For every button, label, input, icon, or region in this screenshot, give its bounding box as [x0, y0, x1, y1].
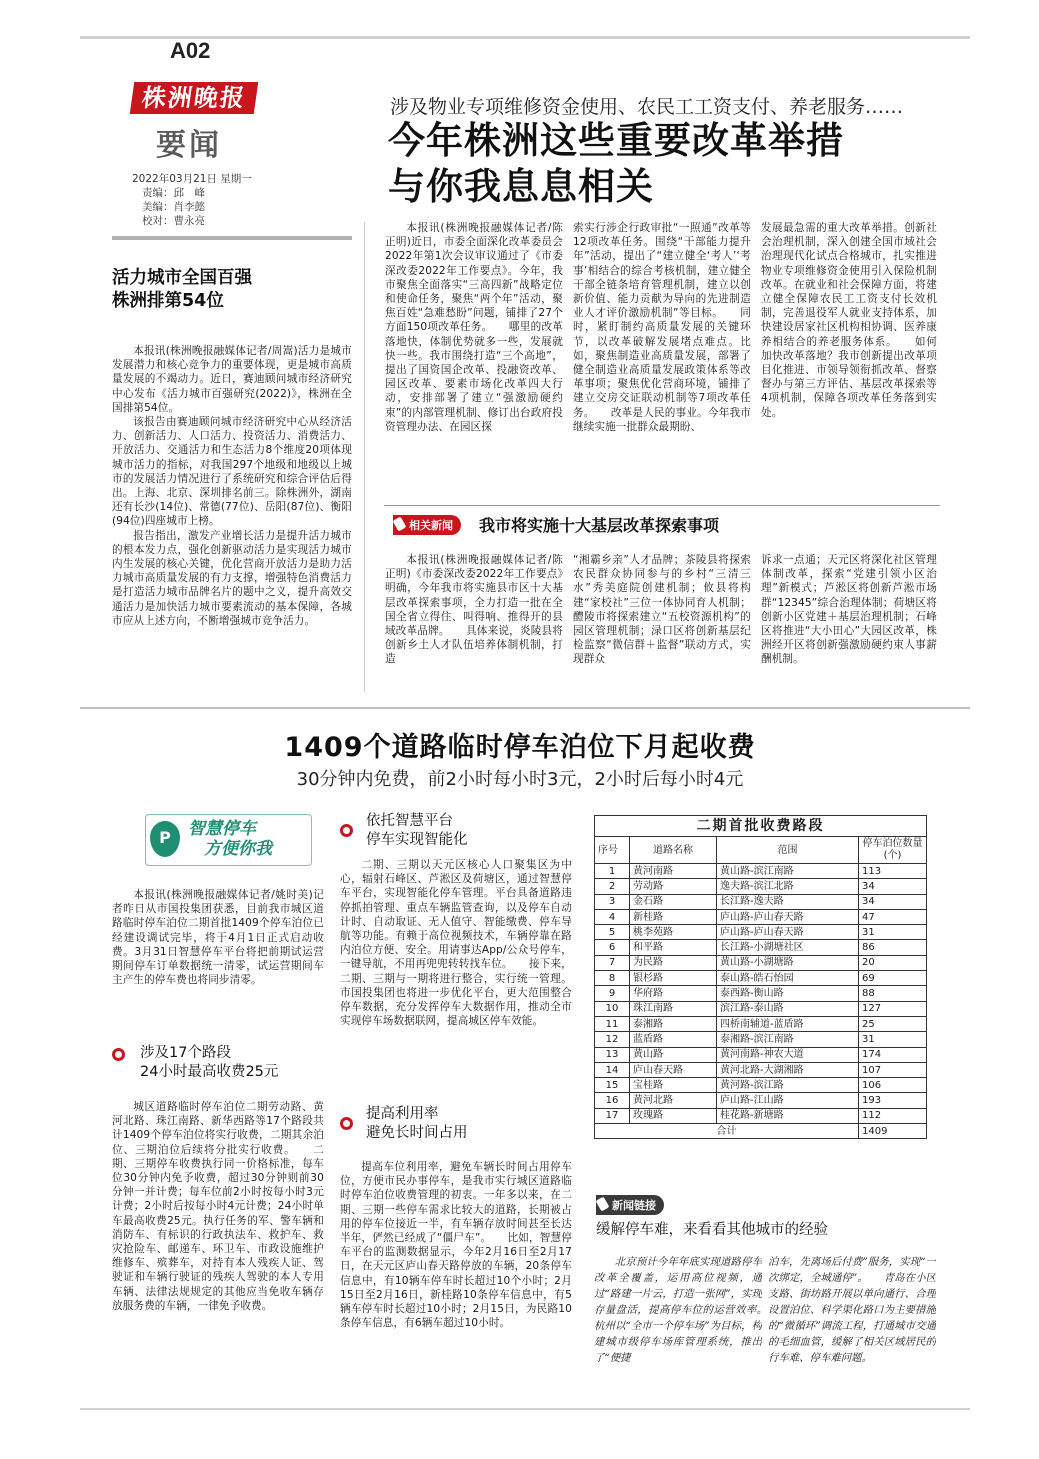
row-range: 泰西路-衡山路 — [717, 986, 859, 1001]
row-road: 黄河北路 — [630, 1093, 717, 1108]
sub1-head — [112, 1044, 324, 1082]
sub1-line2: 24小时最高收费25元 — [140, 1064, 279, 1080]
main-col3: 发展最急需的重大改革举措。创新社会治理机制，深入创建全国市域社会治理现代化试点合格城市，扎实推进物业专项维修资金使用引入保险机制改革。在就业和社会保障方面，将建立健全保障农民工工资支付长效机制，完善退役军人就业支持体系，加快建设居家社区机构相协调、医养康养相结合的养老服务体系。 如何加快改革落地？我市创新提出改革项目化推进、市领导领衔抓改革、督察督办与第三方评估、基层改革探索等4项机制，保障各项改革任务落到实处。 — [761, 222, 937, 419]
side-headline — [112, 267, 352, 313]
side-divider — [364, 222, 365, 692]
table-row — [595, 864, 927, 879]
table-row — [595, 986, 927, 1001]
row-road: 金石路 — [630, 894, 717, 909]
row-road: 宝桂路 — [630, 1078, 717, 1093]
row-range: 泰山路-皓石怡园 — [717, 971, 859, 986]
page-date: 2022年03月21日 星期一 — [132, 173, 252, 185]
row-no: 10 — [595, 1001, 630, 1016]
related-rule — [384, 505, 940, 506]
newslink-headline: 缓解停车难，来看看其他城市的经验 — [596, 1222, 828, 1238]
side-para3: 报告指出，激发产业增长活力是提升活力城市的根本发力点，强化创新驱动活力是实现活力城市内生发展的核心关键，优化营商开放活力是助力活力城市高质量发展的有力支撑，增强特色消费活力是打造活力城市品牌名片的题中之义，提升高效交通活力是加快活力城市要素流动的基本保障，各城市应从上述方向，不断增强城市竞争活力。 — [112, 529, 352, 627]
header-no: 序号 — [595, 837, 630, 864]
sub3-line2: 避免长时间占用 — [366, 1125, 468, 1141]
table-row — [595, 940, 927, 955]
row-range: 庐山路-庐山春天路 — [717, 909, 859, 924]
sub2-body: 二期、三期以天元区核心人口聚集区为中心，辐射石峰区、芦淞区及荷塘区，通过智慧停车平台，实现智能化停车管理。平台具备道路违停抓拍管理、重点车辆监管查询，以及停车自动计时、自动取证、无人值守、智能缴费、停车导航等功能。有赖于高位视频技术，车辆停靠在路内泊位方便、安全。用请事达App/公众号停车，一键导航，不用再兜兜转转找车位。 接下来，二期、三期与一期将进行整合，实行统一管理。市国投集团也将进一步优化平台，更大范围整合停车数据，充分发挥停车大数据作用，推动全市实现停车场数据联网，提高城区停车效能。 — [340, 859, 572, 1028]
page-designer: 美编：肖李懿 — [142, 201, 205, 213]
smart-parking-logo — [145, 814, 312, 866]
table-row — [595, 1108, 927, 1123]
main-headline-line1: 今年株洲这些重要改革举措 — [388, 119, 844, 162]
row-count: 34 — [859, 879, 927, 894]
row-road: 玫瑰路 — [630, 1108, 717, 1123]
side-para2: 该报告由赛迪顾问城市经济研究中心从经济活力、创新活力、人口活力、投资活力、消费活力、开放活力、交通活力和生态活力8个维度20项体现城市活力的指标，对我国297个地级和地级以上城市的发展活力情况进行了系统研究和综合评估后得出。上海、北京、深圳排名前三。除株洲外，湖南还有长沙(14位)、常德(77位)、岳阳(87位)、衡阳(94位)四座城市上榜。 — [112, 416, 352, 528]
row-range: 滨江路-泰山路 — [717, 1001, 859, 1016]
row-road: 银杉路 — [630, 971, 717, 986]
row-no: 6 — [595, 940, 630, 955]
row-road: 泰湘路 — [630, 1016, 717, 1031]
route-table-caption: 二期首批收费路段 — [595, 816, 927, 837]
row-road: 桃李苑路 — [630, 925, 717, 940]
row-no: 3 — [595, 894, 630, 909]
sub1-line1: 涉及17个路段 — [140, 1045, 231, 1061]
table-row — [595, 971, 927, 986]
row-range: 庐山路-江山路 — [717, 1093, 859, 1108]
section-title: 要闻 — [156, 128, 222, 163]
paper-masthead: 株洲晚报 — [130, 82, 258, 114]
newslink-col2: 泊车，先离场后付费”服务，实现“一次绑定，全城通停”。 青岛在小区支路、街坊路开展以单向通行、合理设置泊位、科学渠化路口为主要措施的“微循环”调流工程，打通城市交通的毛细血管，缓解了相关区域居民的行车难、停车难问题。 — [768, 1256, 936, 1364]
row-no: 9 — [595, 986, 630, 1001]
row-road: 黄河南路 — [630, 864, 717, 879]
table-row — [595, 1032, 927, 1047]
row-no: 13 — [595, 1047, 630, 1062]
related-tag-label: 相关新闻 — [393, 515, 461, 535]
table-row — [595, 879, 927, 894]
row-road: 华府路 — [630, 986, 717, 1001]
page-meta — [132, 172, 292, 228]
mid-rule — [80, 707, 970, 709]
row-no: 4 — [595, 909, 630, 924]
total-value: 1409 — [859, 1124, 927, 1139]
row-no: 8 — [595, 971, 630, 986]
related-col2: “湘霸乡亲”人才品牌；茶陵县将探索农民群众协同参与的乡村“三清三水”秀美庭院创建机制；攸县将构建“家校社”三位一体协同育人机制；醴陵市将探索建立“五校资源机构”的园区管理机制；渌口区将创新基层纪检监察“微信群＋监督”联动方式，实现群众 — [573, 554, 751, 666]
side-body — [112, 344, 352, 689]
row-road: 为民路 — [630, 955, 717, 970]
logo-line2: 方便你我 — [204, 839, 272, 859]
bottom-rule — [80, 1408, 970, 1410]
total-label: 合计 — [595, 1124, 859, 1139]
row-no: 17 — [595, 1108, 630, 1123]
sub3-line1: 提高利用率 — [366, 1106, 439, 1122]
parking-pin-icon: P — [150, 821, 180, 857]
row-count: 88 — [859, 986, 927, 1001]
row-count: 127 — [859, 1001, 927, 1016]
row-range: 黄河路-滨江路 — [717, 1078, 859, 1093]
left-top-rule — [112, 236, 352, 240]
main-kicker: 涉及物业专项维修资金使用、农民工工资支付、养老服务…… — [390, 96, 904, 118]
table-row — [595, 1078, 927, 1093]
related-col3: 诉求一点通；天元区将深化社区管理体制改革，探索“党建引领小区治理”新模式；芦淞区将创新芦淞市场群“12345”综合治理体制；荷塘区将创新小区党建＋基层治理机制；石峰区将推进“大小田心”大园区改革，株洲经开区将创新强激励硬约束人事薪酬机制。 — [761, 554, 937, 666]
side-headline-line2: 株洲排第54位 — [112, 291, 224, 311]
sub3-head — [340, 1105, 572, 1143]
header-range: 范围 — [717, 837, 859, 864]
row-range: 逸夫路-滨江北路 — [717, 879, 859, 894]
row-no: 16 — [595, 1093, 630, 1108]
sub1-body: 城区道路临时停车泊位二期劳动路、黄河北路、珠江南路、新华西路等17个路段共计1409个停车泊位将实行收费，二期其余泊位、三期泊位后续将分批实行收费。 二期、三期停车收费执行同一价格标准，每车位30分钟内免予收费，超过30分钟则前30分钟一并计费；每车位前2小时按每小时3元计费；2小时后按每小时4元计费；24小时单车最高收费25元。执行任务的军、警车辆和消防车、有标识的行政执法车、救护车、救灾抢险车、邮递车、环卫车、市政设施维护维修车、殡葬车，对持有本人残疾人证、驾驶证和车辆行驶证的残疾人驾驶的本人专用车辆、法律法规规定的其他应当免收车辆存放服务费的车辆，一律免予收费。 — [112, 1101, 324, 1312]
row-count: 193 — [859, 1093, 927, 1108]
row-no: 14 — [595, 1062, 630, 1077]
row-road: 新桂路 — [630, 909, 717, 924]
row-count: 113 — [859, 864, 927, 879]
row-count: 34 — [859, 894, 927, 909]
sub2-line2: 停车实现智能化 — [366, 832, 468, 848]
related-col1: 本报讯(株洲晚报融媒体记者/陈正明)《市委深改委2022年工作要点》明确，今年我市将实施县市区十大基层改革探索事项，全力打造一批在全国全省立得住、叫得响、推得开的县域改革品牌。 具体来说，炎陵县将创新乡土人才队伍培养体制机制，打造 — [385, 554, 563, 666]
side-para1: 本报讯(株洲晚报融媒体记者/周嵩)活力是城市发展潜力和核心竞争力的重要体现，更是城市高质量发展的不竭动力。近日，赛迪顾问城市经济研究中心发布《活力城市百强研究(2022)》，株洲在全国排第54位。 — [112, 345, 352, 414]
route-table — [594, 815, 927, 1139]
row-count: 69 — [859, 971, 927, 986]
newslink-tag-label: 新闻链接 — [596, 1195, 664, 1215]
table-row — [595, 909, 927, 924]
row-range: 黄山路-滨江南路 — [717, 864, 859, 879]
sub3-circle-icon — [340, 1117, 353, 1130]
row-no: 12 — [595, 1032, 630, 1047]
parking-headline: 1409个道路临时停车泊位下月起收费 — [284, 732, 756, 763]
main-headline-line2: 与你我息息相关 — [388, 165, 654, 208]
row-range: 泰湘路-滨江南路 — [717, 1032, 859, 1047]
row-count: 31 — [859, 1032, 927, 1047]
row-range: 庐山路-庐山春天路 — [717, 925, 859, 940]
row-range: 四桥南辅道-蓝盾路 — [717, 1016, 859, 1031]
main-col1: 本报讯(株洲晚报融媒体记者/陈正明)近日，市委全面深化改革委员会2022年第1次会议审议通过了《市委深改委2022年工作要点》。今年，我市聚焦全面落实“三高四新”战略定位和使命任务，聚焦“两个年”活动，聚焦百姓“急难愁盼”问题，铺排了27个方面150项改革任务。 哪里的改革落地快，体制优势就多一些，发展就快一些。我市围绕打造“三个高地”，提出了国资国企改革、投融资改革、园区改革、要素市场化改革四大行动，安排部署了建立“强激励硬约束”的内部管理机制、修订出台政府投资管理办法、在园区探 — [385, 222, 563, 433]
newslink-col1: 北京预计今年年底实现道路停车改革全覆盖，运用高位视频，通过“路建一片云，打造一张网”，实现存量盘活，提高停车位的运营效率。 杭州以“全市一个停车场”为目标，构建城市级停车场库管理系统，推出了“便捷 — [594, 1256, 762, 1364]
main-headline — [388, 118, 948, 210]
header-road: 道路名称 — [630, 837, 717, 864]
row-road: 蓝盾路 — [630, 1032, 717, 1047]
row-no: 15 — [595, 1078, 630, 1093]
row-no: 1 — [595, 864, 630, 879]
top-rule — [80, 36, 970, 39]
table-row — [595, 894, 927, 909]
sub1-circle-icon — [112, 1048, 125, 1061]
row-no: 7 — [595, 955, 630, 970]
sub3-body: 提高车位利用率，避免车辆长时间占用停车位，方便市民办事停车，是我市实行城区道路临时停车泊位收费管理的初衷。一年多以来，在二期、三期一些停车需求比较大的道路，长期被占用的停车位接近一半，有车辆存放时间甚至长达半年，俨然已经成了“僵尸车”。 比如，智慧停车平台的监测数据显示，今年2月16日至2月17日，在天元区庐山春天路停放的车辆，20条停车信息中，有10辆车停车时长超过10个小时；2月15日至2月16日，新桂路10条停车信息中，有5辆车停车时长超过10小时；2月15日，为民路10条停车信息，有6辆车超过10小时。 — [340, 1161, 572, 1330]
sub2-circle-icon — [340, 824, 353, 837]
row-no: 2 — [595, 879, 630, 894]
row-range: 黄河南路-神农大道 — [717, 1047, 859, 1062]
page-number: A02 — [170, 38, 211, 63]
row-count: 31 — [859, 925, 927, 940]
route-table-body — [595, 864, 927, 1124]
row-road: 黄山路 — [630, 1047, 717, 1062]
newslink-tag — [596, 1195, 664, 1215]
row-road: 劳动路 — [630, 879, 717, 894]
parking-intro: 本报讯(株洲晚报融媒体记者/姚时美)记者昨日从市国投集团获悉，目前我市城区道路临时停车泊位二期首批1409个停车泊位已经建设调试完毕，将于4月1日正式启动收费。3月31日智慧停车平台将把前期试运营期间停车订单数据统一清零，试运营期间车主产生的停车费也将同步清零。 — [112, 889, 324, 987]
row-road: 珠江南路 — [630, 1001, 717, 1016]
row-count: 25 — [859, 1016, 927, 1031]
side-headline-line1: 活力城市全国百强 — [112, 268, 252, 288]
table-row — [595, 1001, 927, 1016]
row-road: 和平路 — [630, 940, 717, 955]
row-count: 112 — [859, 1108, 927, 1123]
parking-subheadline: 30分钟内免费，前2小时每小时3元，2小时后每小时4元 — [296, 769, 744, 790]
page-editor: 责编：邱 峰 — [142, 187, 205, 199]
row-range: 黄河北路-大湖湘路 — [717, 1062, 859, 1077]
table-row — [595, 1093, 927, 1108]
row-count: 174 — [859, 1047, 927, 1062]
row-range: 长江路-逸夫路 — [717, 894, 859, 909]
page-proofreader: 校对：曹永亮 — [142, 215, 205, 227]
sub2-head — [340, 812, 572, 850]
table-row — [595, 1062, 927, 1077]
row-range: 黄山路-小湖塘路 — [717, 955, 859, 970]
row-range: 长江路-小湖塘社区 — [717, 940, 859, 955]
row-count: 47 — [859, 909, 927, 924]
logo-line1: 智慧停车 — [188, 819, 256, 839]
row-count: 107 — [859, 1062, 927, 1077]
row-range: 桂花路-新塘路 — [717, 1108, 859, 1123]
row-count: 106 — [859, 1078, 927, 1093]
table-row — [595, 925, 927, 940]
table-row — [595, 1016, 927, 1031]
sub2-line1: 依托智慧平台 — [366, 813, 453, 829]
header-count: 停车泊位数量(个) — [859, 837, 927, 864]
related-tag — [393, 513, 719, 536]
row-no: 5 — [595, 925, 630, 940]
row-no: 11 — [595, 1016, 630, 1031]
row-count: 20 — [859, 955, 927, 970]
row-road: 庐山春天路 — [630, 1062, 717, 1077]
row-count: 86 — [859, 940, 927, 955]
main-col2: 索实行涉企行政审批“一照通”改革等12项改革任务。围绕“干部能力提升年”活动，提出了“建立健全‘考人’‘考事’相结合的综合考核机制，建立健全干部全链条培育管理机制，建立以创新价值、能力贡献为导向的先进制造业人才评价激励机制”等目标。 同时，紧盯制约高质量发展的关键环节，以改革破解发展堵点难点。比如，聚焦制造业高质量发展，部署了健全制造业高质量发展政策体系等改革事项；聚焦优化营商环境，铺排了建立交房交证联动机制等7项改革任务。 改革是人民的事业。今年我市继续实施一批群众最期盼、 — [573, 222, 751, 433]
table-row — [595, 1047, 927, 1062]
related-headline: 我市将实施十大基层改革探索事项 — [479, 516, 720, 535]
table-row — [595, 955, 927, 970]
